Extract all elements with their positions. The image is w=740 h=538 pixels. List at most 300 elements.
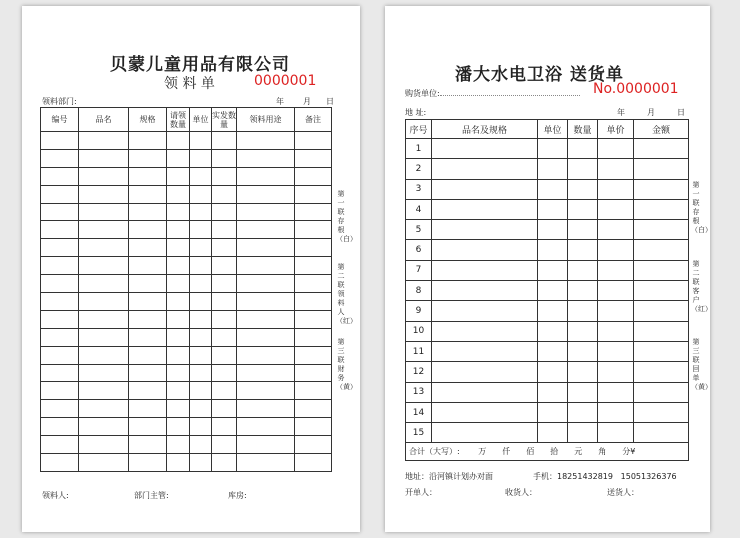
table-cell[interactable] xyxy=(598,240,634,260)
table-row xyxy=(41,185,332,203)
total-unit: 佰 xyxy=(526,447,535,457)
table-cell[interactable] xyxy=(41,221,79,239)
table-cell[interactable] xyxy=(295,328,332,346)
footer-receiver: 收货人： xyxy=(505,488,537,497)
table-cell[interactable] xyxy=(634,179,689,199)
date-year: 年 xyxy=(276,97,284,106)
table-cell[interactable] xyxy=(432,321,538,341)
date-month: 月 xyxy=(303,97,311,106)
table-cell[interactable] xyxy=(295,149,332,167)
table-cell[interactable] xyxy=(212,436,237,454)
table-cell[interactable] xyxy=(79,382,129,400)
table-cell[interactable] xyxy=(167,239,190,257)
table-cell[interactable] xyxy=(212,364,237,382)
table-cell[interactable] xyxy=(190,436,212,454)
table-cell[interactable] xyxy=(538,341,568,361)
table-cell[interactable] xyxy=(634,159,689,179)
table-cell[interactable] xyxy=(167,203,190,221)
table-cell[interactable] xyxy=(167,400,190,418)
table-cell[interactable] xyxy=(41,185,79,203)
table-row xyxy=(406,199,689,219)
table-cell[interactable] xyxy=(598,321,634,341)
table-cell[interactable] xyxy=(212,454,237,472)
table-row xyxy=(41,454,332,472)
row-index: 6 xyxy=(406,240,432,260)
table-cell[interactable] xyxy=(212,132,237,150)
table-cell[interactable] xyxy=(634,341,689,361)
table-cell[interactable] xyxy=(190,203,212,221)
table-cell[interactable] xyxy=(568,321,598,341)
table-cell[interactable] xyxy=(634,281,689,301)
table-row xyxy=(41,400,332,418)
table-cell[interactable] xyxy=(295,293,332,311)
table-cell[interactable] xyxy=(295,221,332,239)
row-index: 2 xyxy=(406,159,432,179)
table-cell[interactable] xyxy=(79,275,129,293)
table-cell[interactable] xyxy=(634,321,689,341)
row-index: 3 xyxy=(406,179,432,199)
table-cell[interactable] xyxy=(237,436,295,454)
side-note-copy1: 第一联存根（白） xyxy=(336,190,357,243)
total-units xyxy=(462,447,635,456)
table-cell[interactable] xyxy=(598,179,634,199)
table-cell[interactable] xyxy=(634,382,689,402)
table-cell[interactable] xyxy=(432,240,538,260)
total-unit: 元 xyxy=(574,447,583,457)
footer-deliverer: 送货人： xyxy=(607,488,639,497)
table-cell[interactable] xyxy=(295,400,332,418)
row-index: 11 xyxy=(406,341,432,361)
table-cell[interactable] xyxy=(129,203,167,221)
table-cell[interactable] xyxy=(212,239,237,257)
table-cell[interactable] xyxy=(634,240,689,260)
table-cell[interactable] xyxy=(237,257,295,275)
table-cell[interactable] xyxy=(295,203,332,221)
table-cell[interactable] xyxy=(568,402,598,422)
table-cell[interactable] xyxy=(129,275,167,293)
table-cell[interactable] xyxy=(237,328,295,346)
table-cell[interactable] xyxy=(237,167,295,185)
row-index: 14 xyxy=(406,402,432,422)
table-cell[interactable] xyxy=(167,382,190,400)
table-cell[interactable] xyxy=(237,400,295,418)
table-cell[interactable] xyxy=(212,310,237,328)
table-cell[interactable] xyxy=(538,139,568,159)
table-cell[interactable] xyxy=(212,382,237,400)
table-cell[interactable] xyxy=(568,220,598,240)
table-cell[interactable] xyxy=(295,310,332,328)
table-cell[interactable] xyxy=(295,346,332,364)
table-row xyxy=(406,423,689,443)
table-cell[interactable] xyxy=(295,275,332,293)
table-row xyxy=(406,179,689,199)
table-cell[interactable] xyxy=(129,400,167,418)
table-cell[interactable] xyxy=(41,257,79,275)
table-cell[interactable] xyxy=(212,257,237,275)
table-cell[interactable] xyxy=(634,199,689,219)
table-cell[interactable] xyxy=(538,260,568,280)
table-cell[interactable] xyxy=(79,364,129,382)
table-cell[interactable] xyxy=(167,310,190,328)
header-code: 编号 xyxy=(41,108,79,132)
total-unit: 仟 xyxy=(502,447,511,457)
table-cell[interactable] xyxy=(167,293,190,311)
table-cell[interactable] xyxy=(41,149,79,167)
table-cell[interactable] xyxy=(432,260,538,280)
table-cell[interactable] xyxy=(129,382,167,400)
table-cell[interactable] xyxy=(212,328,237,346)
table-cell[interactable] xyxy=(129,149,167,167)
table-cell[interactable] xyxy=(79,132,129,150)
header-issued-qty: 实发数量 xyxy=(212,108,237,132)
table-cell[interactable] xyxy=(41,436,79,454)
table-cell[interactable] xyxy=(598,260,634,280)
table-cell[interactable] xyxy=(167,167,190,185)
table-cell[interactable] xyxy=(237,185,295,203)
table-cell[interactable] xyxy=(167,257,190,275)
table-cell[interactable] xyxy=(432,220,538,240)
table-cell[interactable] xyxy=(598,301,634,321)
table-cell[interactable] xyxy=(432,402,538,422)
row-index: 4 xyxy=(406,199,432,219)
footer-phone xyxy=(533,471,677,482)
table-cell[interactable] xyxy=(295,454,332,472)
table-cell[interactable] xyxy=(129,167,167,185)
table-cell[interactable] xyxy=(212,275,237,293)
total-unit: 万 xyxy=(478,447,487,457)
requisition-table xyxy=(40,107,332,472)
table-row xyxy=(41,310,332,328)
table-cell[interactable] xyxy=(79,149,129,167)
table-cell[interactable] xyxy=(237,418,295,436)
side-note-copy3: 第三联财务（黄） xyxy=(336,338,357,391)
table-cell[interactable] xyxy=(568,362,598,382)
table-cell[interactable] xyxy=(295,418,332,436)
table-row xyxy=(406,301,689,321)
table-cell[interactable] xyxy=(167,132,190,150)
table-cell[interactable] xyxy=(212,346,237,364)
row-index: 15 xyxy=(406,423,432,443)
table-row xyxy=(406,402,689,422)
header-qty: 数量 xyxy=(568,120,598,139)
table-cell[interactable] xyxy=(190,239,212,257)
table-cell[interactable] xyxy=(634,402,689,422)
table-cell[interactable] xyxy=(432,179,538,199)
table-row xyxy=(406,139,689,159)
table-cell[interactable] xyxy=(212,167,237,185)
table-cell[interactable] xyxy=(538,281,568,301)
table-cell[interactable] xyxy=(167,346,190,364)
table-row xyxy=(41,382,332,400)
table-cell[interactable] xyxy=(167,454,190,472)
table-cell[interactable] xyxy=(190,382,212,400)
total-unit: 角 xyxy=(598,447,607,457)
row-index: 9 xyxy=(406,301,432,321)
table-cell[interactable] xyxy=(568,240,598,260)
table-cell[interactable] xyxy=(295,436,332,454)
table-cell[interactable] xyxy=(568,423,598,443)
table-cell[interactable] xyxy=(212,418,237,436)
table-cell[interactable] xyxy=(568,159,598,179)
table-cell[interactable] xyxy=(41,132,79,150)
table-cell[interactable] xyxy=(237,310,295,328)
delivery-title: 潘大水电卫浴 送货单 xyxy=(455,65,624,85)
table-cell[interactable] xyxy=(598,362,634,382)
table-cell[interactable] xyxy=(237,203,295,221)
table-cell[interactable] xyxy=(538,159,568,179)
table-cell[interactable] xyxy=(237,293,295,311)
table-cell[interactable] xyxy=(568,281,598,301)
total-label: 合计（大写）: xyxy=(409,447,460,457)
table-row xyxy=(41,275,332,293)
table-cell[interactable] xyxy=(295,257,332,275)
table-cell[interactable] xyxy=(237,346,295,364)
table-cell[interactable] xyxy=(190,167,212,185)
table-cell[interactable] xyxy=(538,382,568,402)
table-cell[interactable] xyxy=(41,382,79,400)
table-cell[interactable] xyxy=(190,328,212,346)
buyer-line xyxy=(440,95,580,96)
row-index: 7 xyxy=(406,260,432,280)
table-cell[interactable] xyxy=(167,418,190,436)
table-cell[interactable] xyxy=(568,179,598,199)
table-cell[interactable] xyxy=(237,275,295,293)
table-cell[interactable] xyxy=(167,221,190,239)
table-cell[interactable] xyxy=(129,132,167,150)
table-cell[interactable] xyxy=(598,159,634,179)
table-cell[interactable] xyxy=(79,203,129,221)
table-cell[interactable] xyxy=(295,167,332,185)
row-index: 12 xyxy=(406,362,432,382)
table-cell[interactable] xyxy=(568,341,598,361)
table-cell[interactable] xyxy=(41,418,79,436)
table-cell[interactable] xyxy=(237,149,295,167)
table-cell[interactable] xyxy=(190,310,212,328)
table-cell[interactable] xyxy=(295,239,332,257)
table-cell[interactable] xyxy=(190,132,212,150)
table-cell[interactable] xyxy=(79,346,129,364)
table-row xyxy=(406,159,689,179)
table-cell[interactable] xyxy=(538,362,568,382)
table-row xyxy=(41,328,332,346)
table-cell[interactable] xyxy=(237,454,295,472)
table-cell[interactable] xyxy=(212,293,237,311)
table-cell[interactable] xyxy=(190,400,212,418)
requisition-form-sheet xyxy=(22,6,360,532)
table-cell[interactable] xyxy=(538,199,568,219)
table-cell[interactable] xyxy=(538,423,568,443)
table-cell[interactable] xyxy=(237,239,295,257)
table-cell[interactable] xyxy=(634,220,689,240)
table-cell[interactable] xyxy=(41,364,79,382)
table-cell[interactable] xyxy=(79,185,129,203)
table-cell[interactable] xyxy=(598,199,634,219)
table-cell[interactable] xyxy=(538,402,568,422)
table-cell[interactable] xyxy=(212,149,237,167)
table-cell[interactable] xyxy=(598,382,634,402)
table-row xyxy=(41,203,332,221)
footer-phone-label: 手机： xyxy=(533,472,557,481)
table-cell[interactable] xyxy=(167,149,190,167)
table-cell[interactable] xyxy=(41,310,79,328)
table-cell[interactable] xyxy=(598,341,634,361)
table-cell[interactable] xyxy=(41,454,79,472)
table-cell[interactable] xyxy=(432,199,538,219)
table-cell[interactable] xyxy=(167,364,190,382)
table-row xyxy=(41,257,332,275)
table-cell[interactable] xyxy=(432,139,538,159)
table-cell[interactable] xyxy=(568,382,598,402)
date2-day: 日 xyxy=(677,108,685,117)
table-cell[interactable] xyxy=(432,281,538,301)
table-cell[interactable] xyxy=(167,436,190,454)
date2-year: 年 xyxy=(617,108,625,117)
side-note-copy2: 第二联领料人（红） xyxy=(336,263,357,325)
table-cell[interactable] xyxy=(79,436,129,454)
table-cell[interactable] xyxy=(634,362,689,382)
table-cell[interactable] xyxy=(634,260,689,280)
header-unit2: 单位 xyxy=(538,120,568,139)
table-cell[interactable] xyxy=(129,328,167,346)
table-cell[interactable] xyxy=(634,423,689,443)
table-cell[interactable] xyxy=(41,400,79,418)
table-cell[interactable] xyxy=(237,132,295,150)
table-cell[interactable] xyxy=(237,221,295,239)
table-cell[interactable] xyxy=(129,257,167,275)
table-cell[interactable] xyxy=(538,220,568,240)
table-cell[interactable] xyxy=(538,240,568,260)
table-cell[interactable] xyxy=(432,362,538,382)
footer-phone2: 15051326376 xyxy=(620,472,677,481)
table-cell[interactable] xyxy=(167,185,190,203)
table-cell[interactable] xyxy=(634,301,689,321)
footer-manager: 部门主管: xyxy=(134,491,169,500)
table-cell[interactable] xyxy=(432,423,538,443)
table-cell[interactable] xyxy=(41,275,79,293)
table-cell[interactable] xyxy=(432,341,538,361)
table-cell[interactable] xyxy=(190,418,212,436)
table-row xyxy=(41,436,332,454)
table-cell[interactable] xyxy=(295,382,332,400)
table-cell[interactable] xyxy=(129,239,167,257)
table-cell[interactable] xyxy=(129,346,167,364)
table-cell[interactable] xyxy=(598,220,634,240)
table-cell[interactable] xyxy=(598,423,634,443)
table-cell[interactable] xyxy=(79,293,129,311)
table-cell[interactable] xyxy=(41,239,79,257)
table-cell[interactable] xyxy=(295,185,332,203)
table-cell[interactable] xyxy=(79,328,129,346)
table-cell[interactable] xyxy=(129,185,167,203)
table-cell[interactable] xyxy=(568,139,598,159)
table-cell[interactable] xyxy=(41,328,79,346)
table-cell[interactable] xyxy=(190,257,212,275)
footer-phone1: 18251432819 xyxy=(557,472,613,481)
table-cell[interactable] xyxy=(41,293,79,311)
table-cell[interactable] xyxy=(79,221,129,239)
table-cell[interactable] xyxy=(190,454,212,472)
table-row xyxy=(41,346,332,364)
table-cell[interactable] xyxy=(598,402,634,422)
table-cell[interactable] xyxy=(568,301,598,321)
table-cell[interactable] xyxy=(129,310,167,328)
row-index: 13 xyxy=(406,382,432,402)
table-row xyxy=(41,364,332,382)
side-note2-copy2: 第二联客户（红） xyxy=(691,260,712,313)
table-cell[interactable] xyxy=(79,310,129,328)
table-cell[interactable] xyxy=(295,364,332,382)
date2-month: 月 xyxy=(647,108,655,117)
table-cell[interactable] xyxy=(41,346,79,364)
table-row xyxy=(406,362,689,382)
table-cell[interactable] xyxy=(538,301,568,321)
row-index: 10 xyxy=(406,321,432,341)
table-cell[interactable] xyxy=(167,328,190,346)
table-cell[interactable] xyxy=(79,239,129,257)
table-cell[interactable] xyxy=(212,185,237,203)
table-cell[interactable] xyxy=(538,179,568,199)
table-cell[interactable] xyxy=(432,159,538,179)
table-cell[interactable] xyxy=(212,221,237,239)
table-cell[interactable] xyxy=(237,382,295,400)
table-cell[interactable] xyxy=(190,185,212,203)
form-title: 领 料 单 xyxy=(164,76,215,92)
header-remark: 备注 xyxy=(295,108,332,132)
table-cell[interactable] xyxy=(538,321,568,341)
table-cell[interactable] xyxy=(190,221,212,239)
table-cell[interactable] xyxy=(129,418,167,436)
table-cell[interactable] xyxy=(212,203,237,221)
table-cell[interactable] xyxy=(568,260,598,280)
table-cell[interactable] xyxy=(190,293,212,311)
table-cell[interactable] xyxy=(41,167,79,185)
table-cell[interactable] xyxy=(79,418,129,436)
header-requested-qty: 请领数量 xyxy=(167,108,190,132)
header-purpose: 领料用途 xyxy=(237,108,295,132)
table-cell[interactable] xyxy=(190,364,212,382)
table-cell[interactable] xyxy=(129,221,167,239)
table-cell[interactable] xyxy=(79,167,129,185)
table-cell[interactable] xyxy=(190,275,212,293)
table-cell[interactable] xyxy=(190,149,212,167)
table-cell[interactable] xyxy=(432,301,538,321)
table-row xyxy=(41,418,332,436)
table-cell[interactable] xyxy=(129,454,167,472)
table-cell[interactable] xyxy=(568,199,598,219)
header-item-spec: 品名及规格 xyxy=(432,120,538,139)
dept-label: 领料部门: xyxy=(42,97,77,106)
table-row xyxy=(406,382,689,402)
table-cell[interactable] xyxy=(598,139,634,159)
table-cell[interactable] xyxy=(79,454,129,472)
table-cell[interactable] xyxy=(129,364,167,382)
table-cell[interactable] xyxy=(41,203,79,221)
footer-picker: 领料人: xyxy=(42,491,69,500)
table-cell[interactable] xyxy=(432,382,538,402)
table-cell[interactable] xyxy=(237,364,295,382)
row-index: 8 xyxy=(406,281,432,301)
table-cell[interactable] xyxy=(634,139,689,159)
table-cell[interactable] xyxy=(295,132,332,150)
table-cell[interactable] xyxy=(190,346,212,364)
table-cell[interactable] xyxy=(167,275,190,293)
table-cell[interactable] xyxy=(129,436,167,454)
table-cell[interactable] xyxy=(212,400,237,418)
table-cell[interactable] xyxy=(598,281,634,301)
table-cell[interactable] xyxy=(79,257,129,275)
table-cell[interactable] xyxy=(129,293,167,311)
table-cell[interactable] xyxy=(79,400,129,418)
